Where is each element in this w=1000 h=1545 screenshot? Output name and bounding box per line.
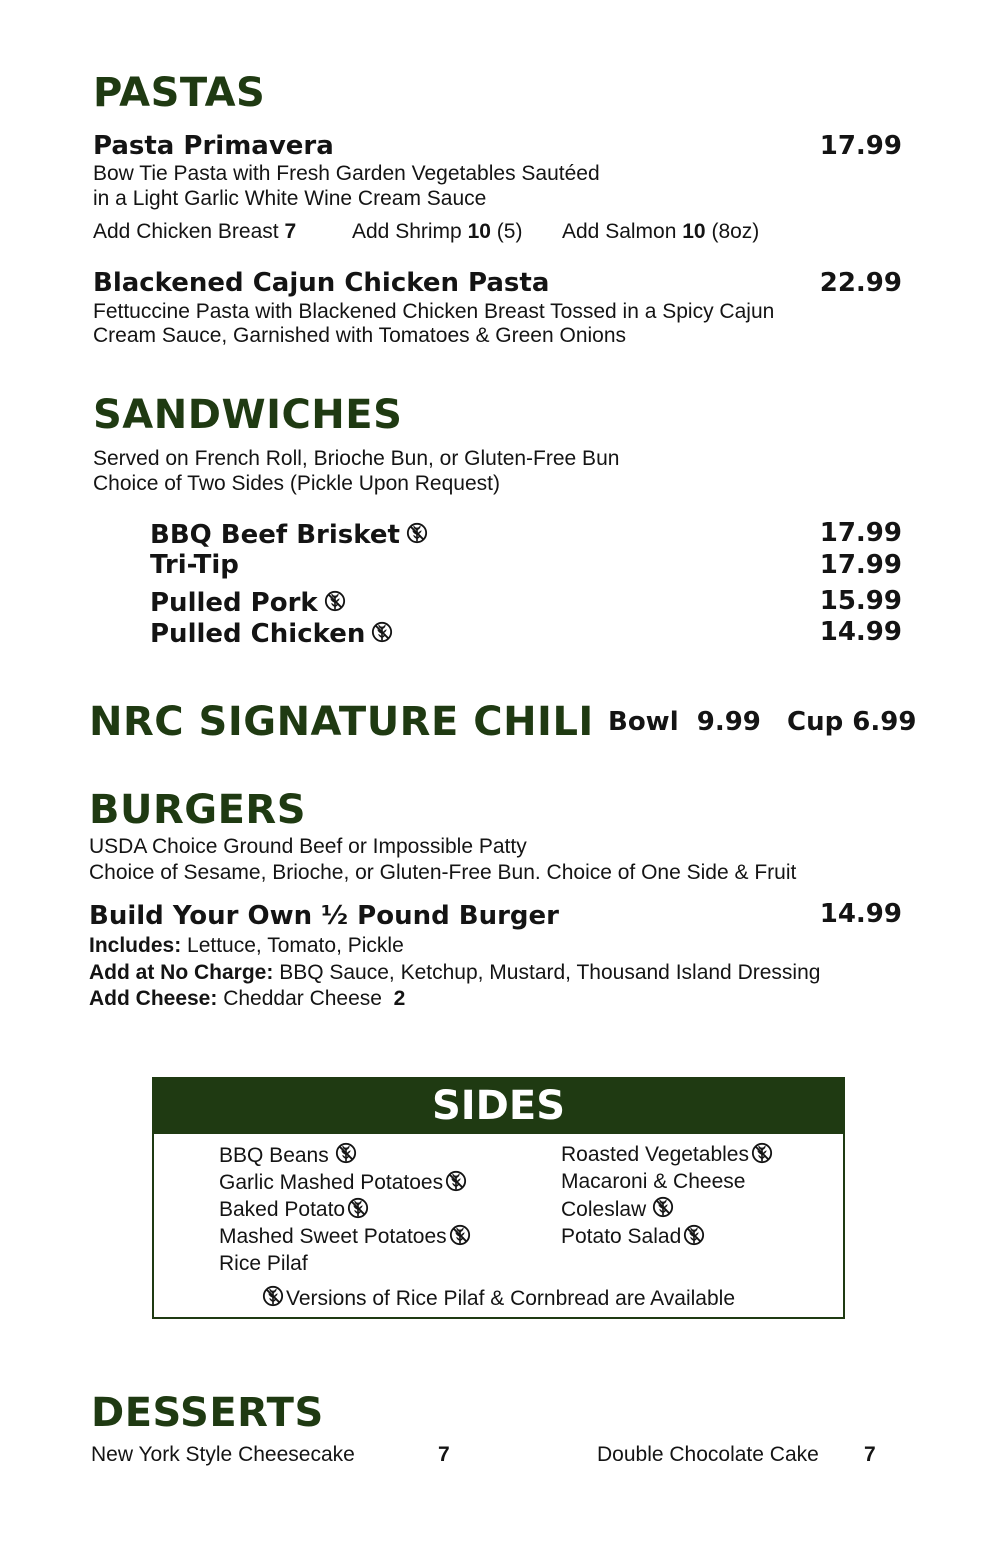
chili-cup-price: 6.99 — [852, 707, 917, 737]
gluten-free-icon — [347, 1196, 369, 1220]
side-item — [219, 1141, 471, 1169]
menu-item-price: 17.99 — [819, 131, 902, 161]
addon-note: (5) — [496, 220, 523, 243]
dessert-price: 7 — [438, 1443, 450, 1466]
addon-label: Add Chicken Breast — [93, 220, 279, 243]
burger-no-charge — [89, 960, 820, 985]
sandwich-item — [150, 520, 428, 548]
menu-item-name: Pasta Primavera — [93, 131, 334, 161]
burger-add-cheese — [89, 986, 405, 1011]
side-item — [561, 1195, 773, 1223]
side-item-name: Garlic Mashed Potatoes — [219, 1171, 444, 1194]
gluten-free-icon — [324, 588, 346, 614]
side-item-name: Roasted Vegetables — [561, 1143, 749, 1166]
side-item-name: BBQ Beans — [219, 1144, 329, 1167]
menu-item-price: 17.99 — [819, 518, 902, 548]
addon-chicken — [93, 219, 296, 244]
menu-item-price: 14.99 — [819, 617, 902, 647]
dessert-name: Double Chocolate Cake — [597, 1443, 819, 1466]
menu-item-description: in a Light Garlic White Wine Cream Sauce — [93, 187, 487, 210]
menu-item-name: Pulled Pork — [150, 588, 318, 618]
menu-item-description: Bow Tie Pasta with Fresh Garden Vegetables Sautéed — [93, 162, 600, 185]
dessert-price: 7 — [864, 1443, 876, 1466]
gluten-free-icon — [683, 1223, 705, 1247]
side-item — [561, 1168, 773, 1195]
sides-left-column — [219, 1141, 471, 1277]
gluten-free-note-text: Versions of Rice Pilaf & Cornbread are Available — [285, 1287, 736, 1310]
section-title-chili: NRC SIGNATURE CHILI — [89, 699, 594, 745]
no-charge-text: BBQ Sauce, Ketchup, Mustard, Thousand Island Dressing — [279, 961, 821, 984]
chili-cup-label: Cup — [787, 707, 844, 737]
section-title-desserts: DESSERTS — [91, 1390, 324, 1436]
chili-bowl — [608, 709, 761, 735]
addon-price: 10 — [467, 220, 491, 243]
burger-includes — [89, 933, 404, 958]
chili-cup — [787, 709, 916, 735]
side-item-name: Rice Pilaf — [219, 1252, 308, 1275]
gluten-free-icon — [445, 1169, 467, 1193]
addon-salmon — [562, 219, 759, 244]
addon-shrimp — [352, 219, 522, 244]
addon-label: Add Salmon — [562, 220, 677, 243]
section-description: Choice of Sesame, Brioche, or Gluten-Free Bun. Choice of One Side & Fruit — [89, 861, 797, 884]
menu-item-description: Cream Sauce, Garnished with Tomatoes & Green Onions — [93, 324, 627, 347]
menu-item-price: 22.99 — [819, 268, 902, 298]
section-title-sandwiches: SANDWICHES — [93, 392, 403, 438]
menu-item-name: Pulled Chicken — [150, 619, 366, 649]
gluten-free-icon — [371, 619, 393, 645]
includes-text: Lettuce, Tomato, Pickle — [187, 934, 404, 957]
add-cheese-price: 2 — [393, 987, 406, 1010]
gluten-free-icon — [449, 1223, 471, 1247]
addon-note: (8oz) — [711, 220, 760, 243]
section-description: Served on French Roll, Brioche Bun, or Gluten-Free Bun — [93, 447, 620, 470]
side-item — [561, 1223, 773, 1250]
gluten-free-note — [154, 1284, 843, 1312]
menu-item-price: 15.99 — [819, 586, 902, 616]
gluten-free-icon — [652, 1195, 674, 1219]
add-cheese-label: Add Cheese: — [89, 987, 218, 1010]
menu-item-price: 17.99 — [819, 550, 902, 580]
side-item — [561, 1141, 773, 1168]
section-description: Choice of Two Sides (Pickle Upon Request) — [93, 472, 500, 495]
side-item — [219, 1223, 471, 1250]
side-item — [219, 1169, 471, 1196]
side-item-name: Potato Salad — [561, 1225, 682, 1248]
sandwich-item — [150, 552, 239, 578]
addon-price: 7 — [284, 220, 297, 243]
side-item-name: Baked Potato — [219, 1198, 346, 1221]
includes-label: Includes: — [89, 934, 182, 957]
menu-item-name: BBQ Beef Brisket — [150, 520, 400, 550]
chili-bowl-price: 9.99 — [696, 707, 761, 737]
section-title-pastas: PASTAS — [93, 70, 266, 116]
no-charge-label: Add at No Charge: — [89, 961, 274, 984]
menu-item-price: 14.99 — [819, 899, 902, 929]
sides-box — [152, 1077, 845, 1319]
section-title-burgers: BURGERS — [89, 787, 307, 833]
addon-label: Add Shrimp — [352, 220, 462, 243]
section-title-sides: SIDES — [154, 1079, 843, 1134]
sides-right-column — [561, 1141, 773, 1250]
gluten-free-icon — [406, 520, 428, 546]
gluten-free-icon — [262, 1284, 284, 1308]
menu-item-name: Blackened Cajun Chicken Pasta — [93, 268, 550, 298]
menu-item-name: Tri-Tip — [150, 550, 239, 580]
menu-item-name: Build Your Own ½ Pound Burger — [89, 901, 559, 931]
side-item-name: Mashed Sweet Potatoes — [219, 1225, 447, 1248]
gluten-free-icon — [751, 1141, 773, 1165]
addon-price: 10 — [682, 220, 706, 243]
side-item-name: Coleslaw — [561, 1198, 647, 1221]
side-item — [219, 1196, 471, 1223]
chili-bowl-label: Bowl — [608, 707, 679, 737]
side-item-name: Macaroni & Cheese — [561, 1170, 746, 1193]
sandwich-item — [150, 619, 393, 647]
sandwich-item — [150, 588, 346, 616]
section-description: USDA Choice Ground Beef or Impossible Patty — [89, 835, 527, 858]
dessert-name: New York Style Cheesecake — [91, 1443, 355, 1466]
side-item — [219, 1250, 471, 1277]
gluten-free-icon — [335, 1141, 357, 1165]
menu-item-description: Fettuccine Pasta with Blackened Chicken Breast Tossed in a Spicy Cajun — [93, 300, 775, 323]
add-cheese-text: Cheddar Cheese — [223, 987, 382, 1010]
